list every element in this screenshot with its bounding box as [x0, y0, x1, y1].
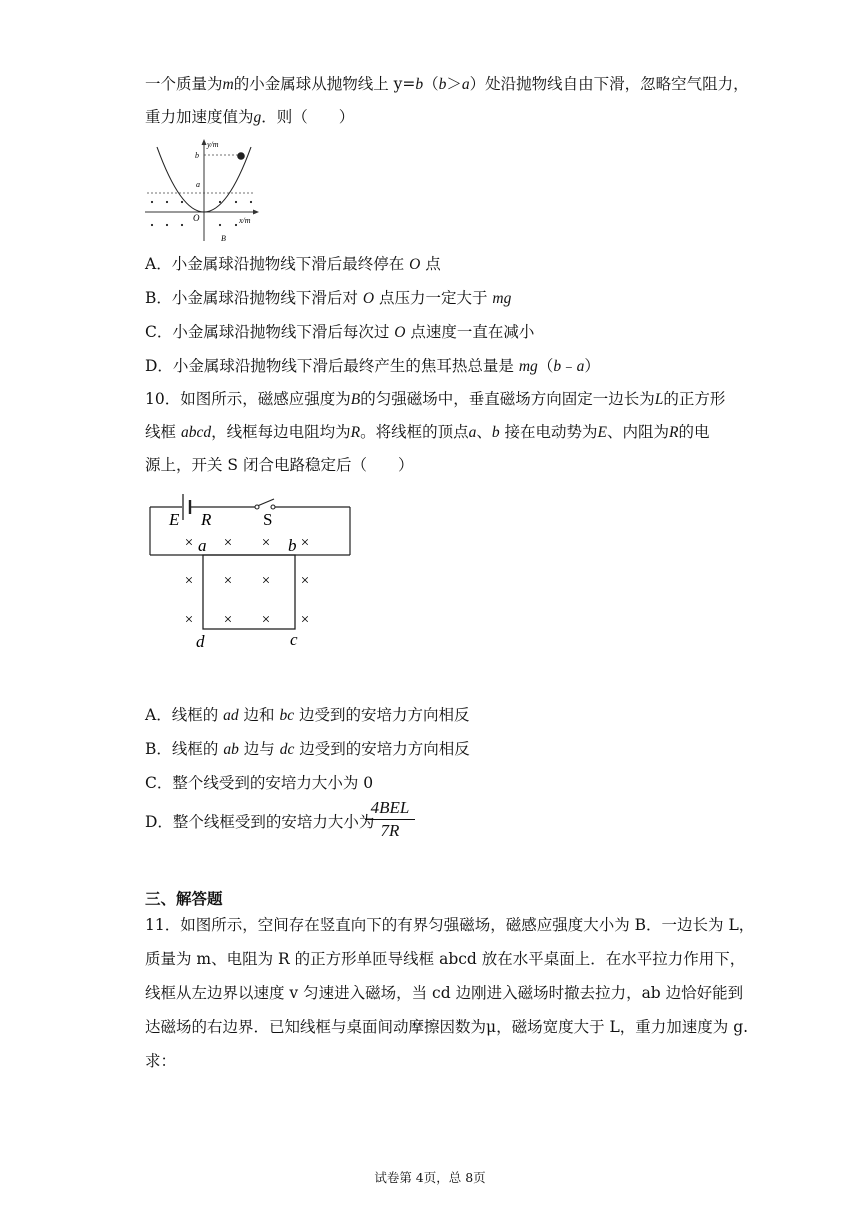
svg-text:×: ×: [261, 612, 271, 628]
svg-text:×: ×: [261, 573, 271, 589]
square-frame: [203, 555, 295, 629]
q9-option-b: B．小金属球沿抛物线下滑后对 O 点压力一定大于 mg: [145, 289, 512, 307]
label-b: b: [288, 536, 297, 555]
fig-label-O: O: [193, 213, 200, 223]
fraction-numerator: 4BEL: [370, 798, 410, 817]
svg-text:×: ×: [300, 612, 310, 628]
svg-text:×: ×: [300, 573, 310, 589]
q10-stem-line-3: 源上，开关 S 闭合电路稳定后（ ）: [145, 456, 414, 474]
fraction-denominator: 7R: [380, 821, 400, 840]
fig-label-b: b: [195, 151, 199, 160]
fig-label-a: a: [196, 180, 200, 189]
q11-line-4: 达磁场的右边界．已知线框与桌面间动摩擦因数为μ，磁场宽度大于 L，重力加速度为 g.: [145, 1018, 749, 1036]
svg-text:×: ×: [184, 573, 194, 589]
q10-stem-line-2: 线框 abcd，线框每边电阻均为R。将线框的顶点a、b 接在电动势为E、内阻为R的电: [145, 423, 710, 441]
label-a: a: [198, 536, 207, 555]
label-S: S: [263, 510, 273, 529]
fig-y-label: y/m: [207, 140, 219, 149]
q11-line-5: 求：: [145, 1052, 177, 1070]
q10-option-d: D．整个线框受到的安培力大小为: [145, 813, 375, 831]
svg-text:×: ×: [261, 535, 271, 551]
svg-text:×: ×: [184, 535, 194, 551]
q10-stem-line-1: 10．如图所示，磁感应强度为B的匀强磁场中，垂直磁场方向固定一边长为L的正方形: [145, 390, 726, 408]
q11-line-2: 质量为 m、电阻为 R 的正方形单匝导线框 abcd 放在水平桌面上．在水平拉力作用下，: [145, 950, 746, 968]
q9-stem-line-1: 一个质量为m的小金属球从抛物线上 y=b（b＞a）处沿抛物线自由下滑，忽略空气阻力，: [145, 75, 749, 93]
q9-option-c: C．小金属球沿抛物线下滑后每次过 O 点速度一直在减小: [145, 323, 535, 341]
page-footer: 试卷第 4页，总 8页: [374, 1170, 486, 1185]
switch-contact-right: [271, 505, 275, 509]
q10-circuit-figure: [145, 488, 357, 650]
q11-line-3: 线框从左边界以速度 v 匀速进入磁场，当 cd 边刚进入磁场时撤去拉力，ab 边恰好能到: [145, 984, 744, 1002]
q11-line-1: 11．如图所示，空间存在竖直向下的有界匀强磁场，磁感应强度大小为 B．一边长为 L，: [145, 916, 755, 934]
svg-text:×: ×: [223, 535, 233, 551]
fig-x-label: x/m: [239, 216, 251, 225]
section-title: 三、解答题: [145, 889, 223, 908]
q10-option-c: C．整个线受到的安培力大小为 0: [145, 774, 374, 792]
magnetic-field-dots: [151, 201, 252, 226]
label-E: E: [169, 510, 180, 529]
q10-option-a: A．线框的 ad 边和 bc 边受到的安培力方向相反: [145, 706, 470, 724]
svg-text:×: ×: [184, 612, 194, 628]
q9-stem-line-2: 重力加速度值为g．则（ ）: [145, 108, 355, 126]
switch-contact-left: [255, 505, 259, 509]
q9-option-a: A．小金属球沿抛物线下滑后最终停在 O 点: [145, 255, 441, 273]
label-d: d: [196, 632, 205, 650]
fig-label-B: B: [221, 234, 226, 243]
q10-option-b: B．线框的 ab 边与 dc 边受到的安培力方向相反: [145, 740, 470, 758]
switch-blade: [259, 499, 275, 506]
svg-text:×: ×: [223, 573, 233, 589]
label-c: c: [290, 630, 298, 649]
q10-option-d-fraction: [365, 798, 415, 841]
svg-text:×: ×: [300, 535, 310, 551]
q9-option-d: D．小金属球沿抛物线下滑后最终产生的焦耳热总量是 mg（b﹣a）: [145, 357, 600, 375]
svg-text:×: ×: [223, 612, 233, 628]
label-R: R: [201, 510, 212, 529]
q9-parabola-figure: [143, 137, 261, 245]
